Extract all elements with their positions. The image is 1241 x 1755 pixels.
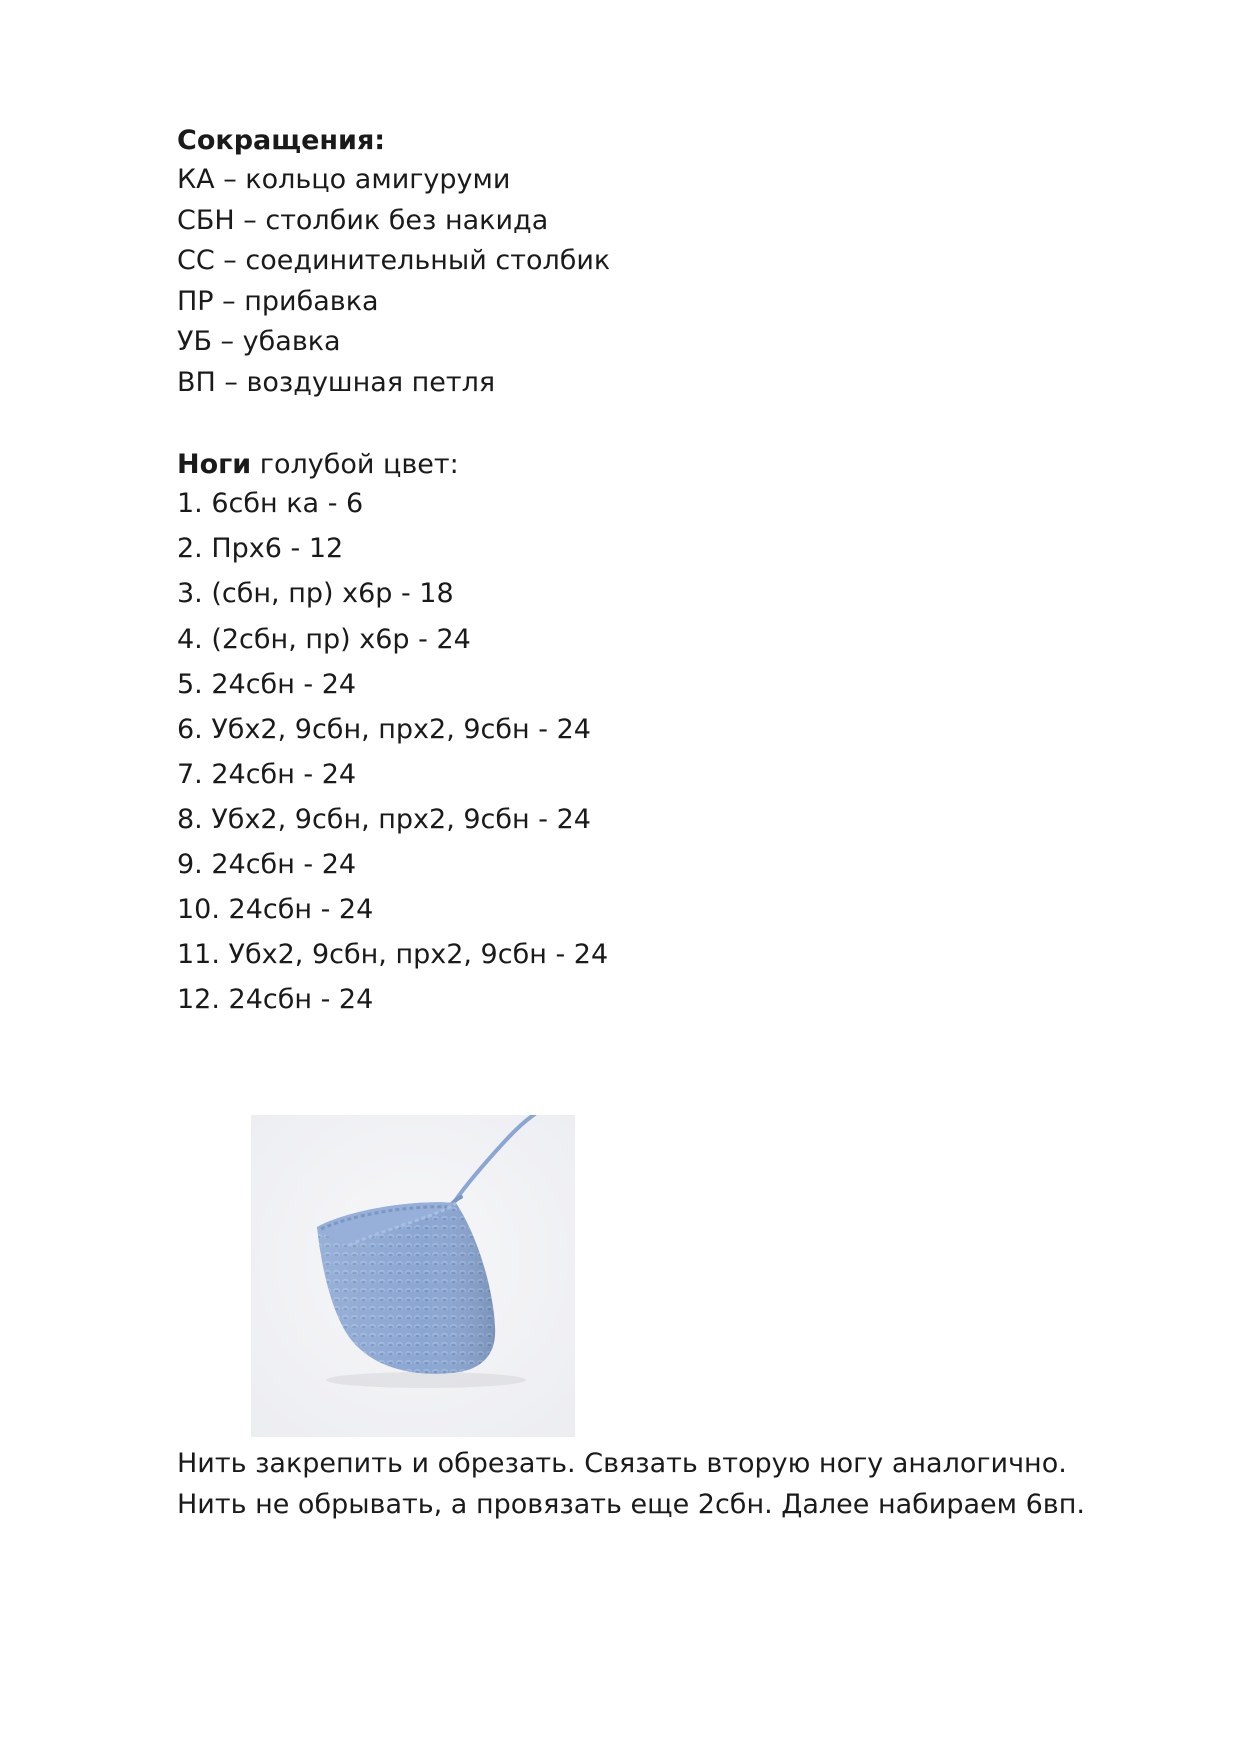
abbreviation-item: ВП – воздушная петля: [177, 367, 496, 398]
crocheted-leg-photo: [251, 1115, 575, 1437]
pattern-row: 2. Прх6 - 12: [177, 533, 344, 564]
legs-heading-bold: Ноги: [177, 449, 252, 480]
pattern-row: 6. Убх2, 9сбн, прх2, 9сбн - 24: [177, 714, 591, 745]
pattern-row: 8. Убх2, 9сбн, прх2, 9сбн - 24: [177, 804, 591, 835]
crocheted-leg-illustration: [251, 1115, 575, 1437]
pattern-row: 5. 24сбн - 24: [177, 669, 357, 700]
abbreviation-item: СБН – столбик без накида: [177, 205, 549, 236]
abbreviation-item: УБ – убавка: [177, 326, 341, 357]
pattern-row: 3. (сбн, пр) х6р - 18: [177, 578, 454, 609]
pattern-row: 4. (2сбн, пр) х6р - 24: [177, 624, 471, 655]
pattern-row: 11. Убх2, 9сбн, прх2, 9сбн - 24: [177, 939, 609, 970]
pattern-row: 10. 24сбн - 24: [177, 894, 374, 925]
abbreviations-heading: Сокращения:: [177, 125, 386, 156]
abbreviation-item: ПР – прибавка: [177, 286, 379, 317]
legs-heading: [177, 451, 459, 478]
pattern-row: 1. 6сбн ка - 6: [177, 488, 364, 519]
closing-paragraph: Нить закрепить и обрезать. Связать вторую ногу аналогично. Нить не обрывать, а провязать еще 2сбн. Далее набираем 6вп.: [177, 1448, 1085, 1520]
abbreviation-item: СС – соединительный столбик: [177, 245, 611, 276]
pattern-row: 7. 24сбн - 24: [177, 759, 357, 790]
pattern-row: 9. 24сбн - 24: [177, 849, 357, 880]
pattern-row: 12. 24сбн - 24: [177, 984, 374, 1015]
legs-heading-rest: голубой цвет:: [251, 449, 459, 480]
abbreviation-item: КА – кольцо амигуруми: [177, 164, 511, 195]
